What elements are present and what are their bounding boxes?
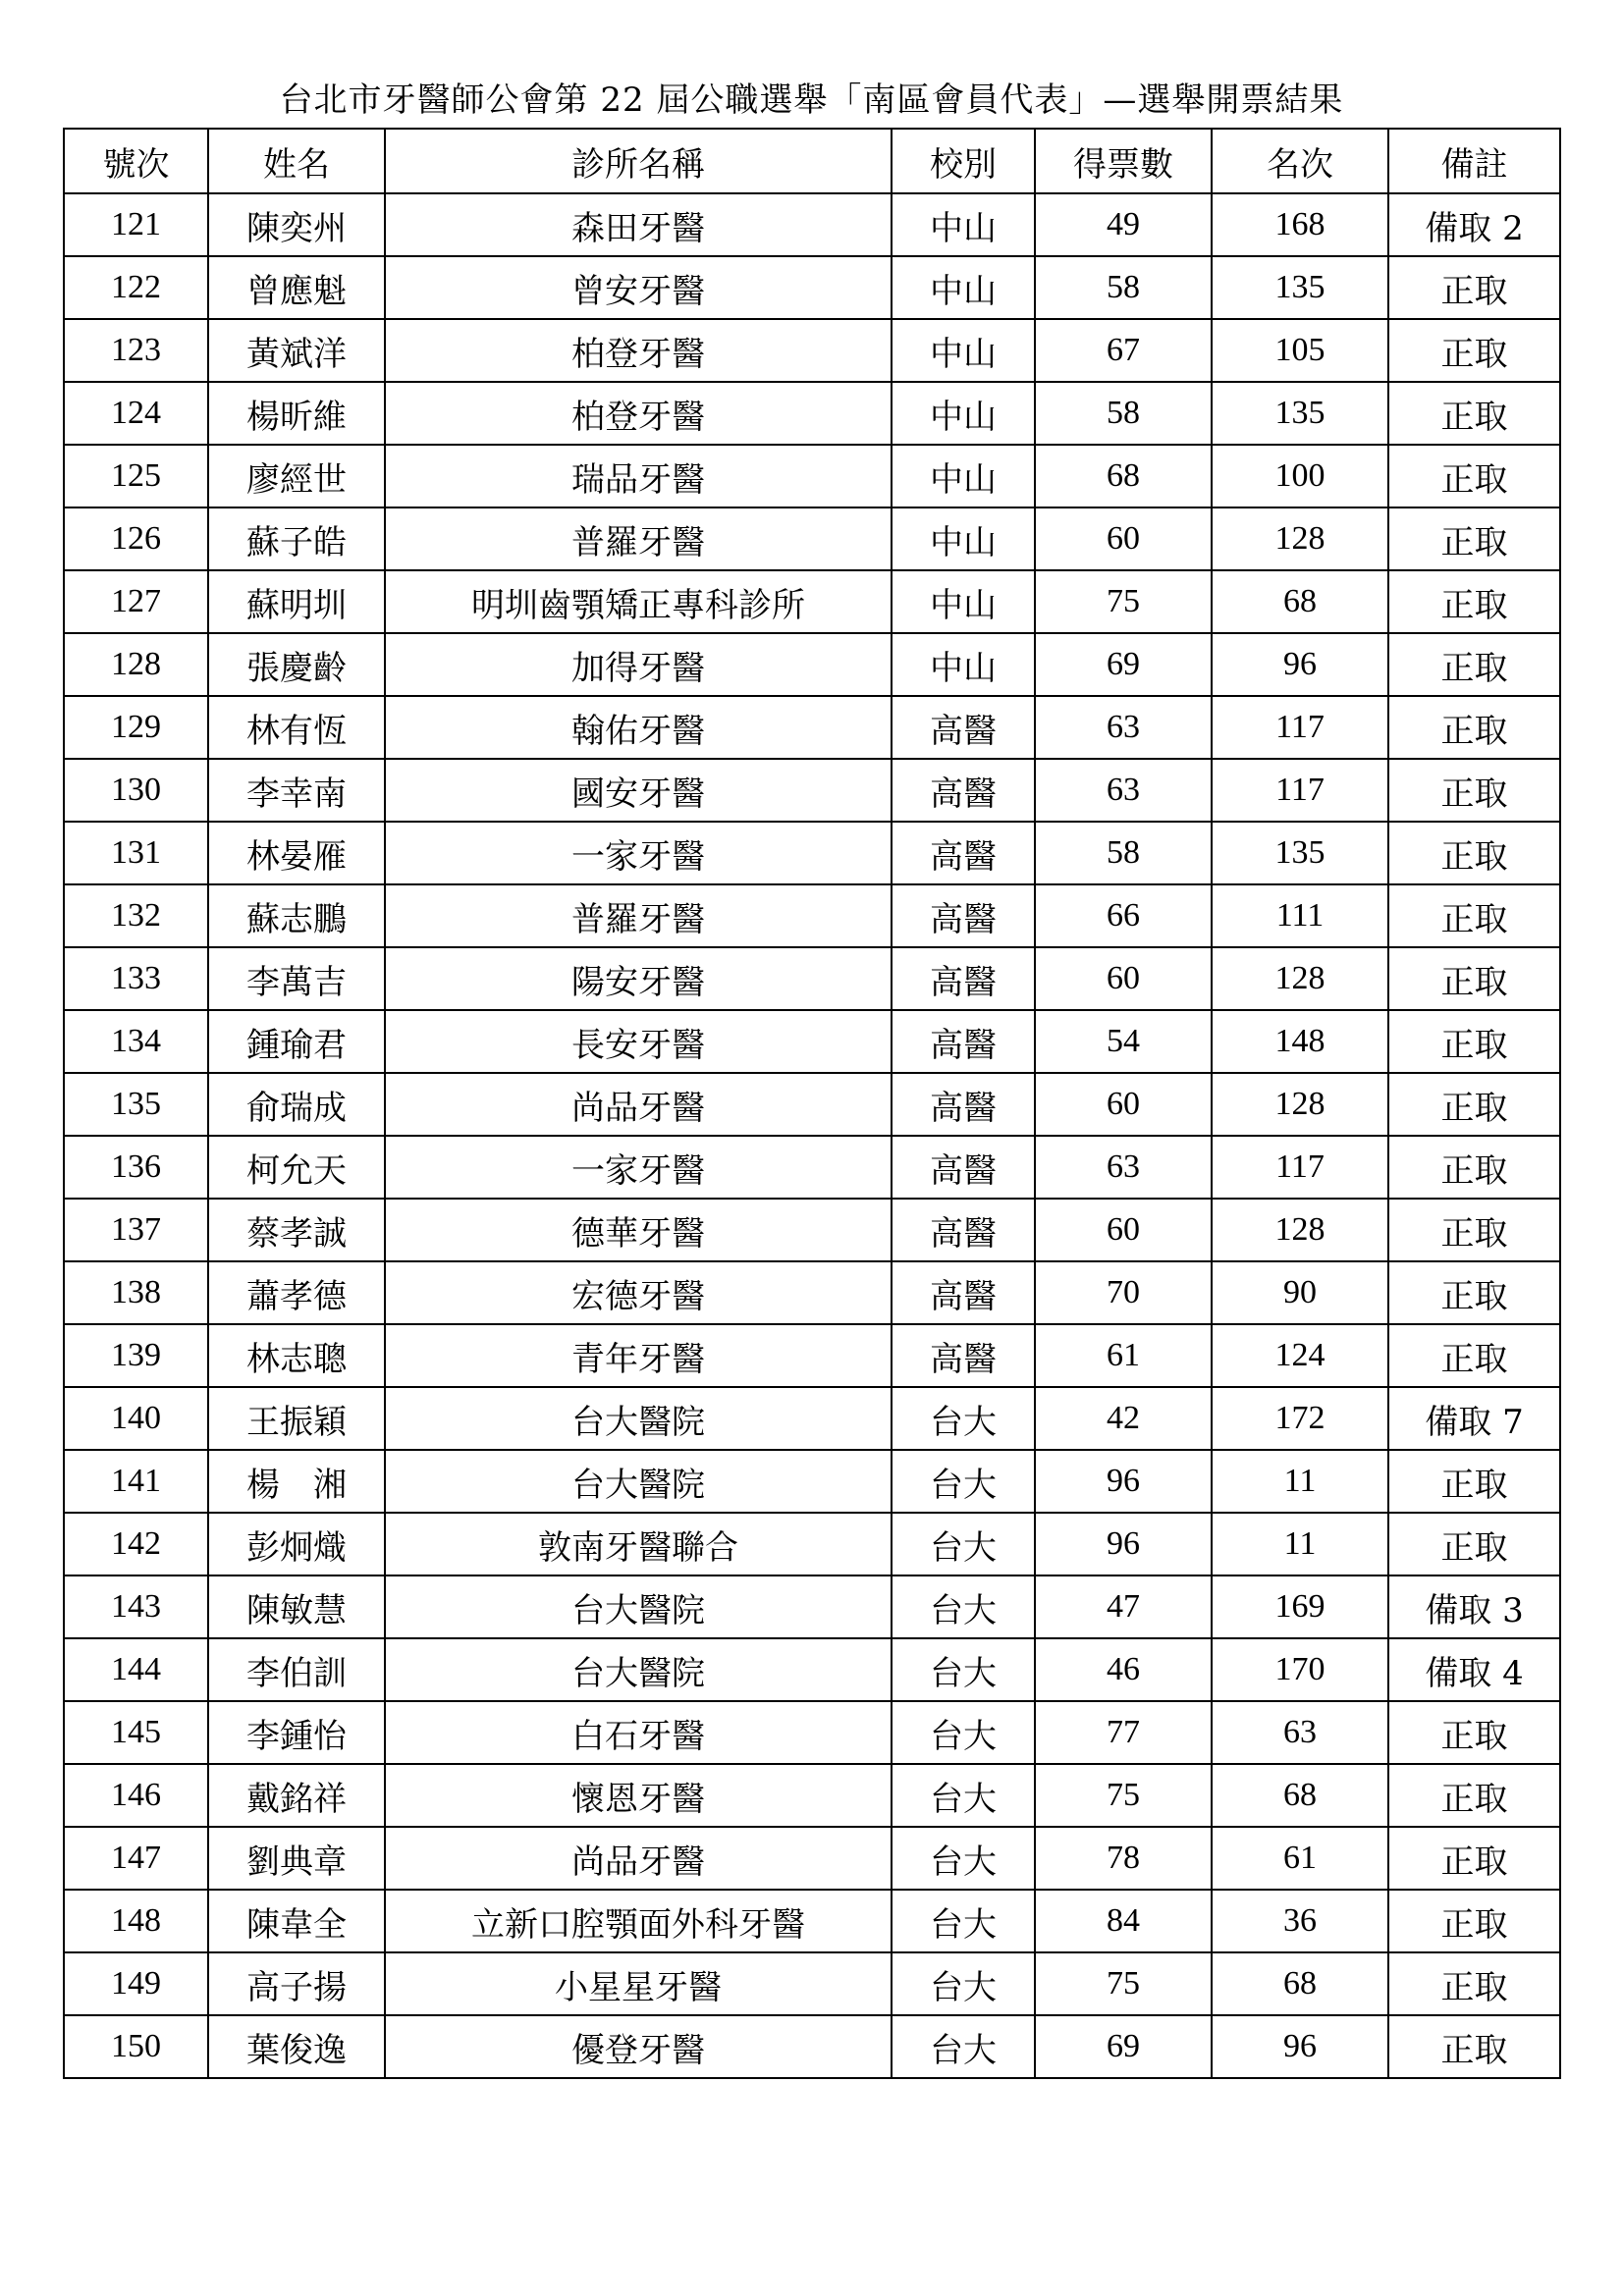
cell-note: 正取 bbox=[1388, 507, 1560, 570]
cell-name: 楊昕維 bbox=[208, 382, 385, 445]
cell-note: 備取 3 bbox=[1388, 1575, 1560, 1638]
cell-school: 中山 bbox=[892, 256, 1035, 319]
column-header-note: 備註 bbox=[1388, 129, 1560, 193]
cell-school: 高醫 bbox=[892, 947, 1035, 1010]
table-row bbox=[64, 822, 1560, 884]
table-row bbox=[64, 1701, 1560, 1764]
cell-clinic: 國安牙醫 bbox=[385, 759, 892, 822]
cell-name: 柯允天 bbox=[208, 1136, 385, 1199]
cell-number: 127 bbox=[64, 570, 208, 633]
cell-clinic: 台大醫院 bbox=[385, 1638, 892, 1701]
cell-note: 正取 bbox=[1388, 1199, 1560, 1261]
cell-clinic: 尚品牙醫 bbox=[385, 1073, 892, 1136]
cell-votes: 70 bbox=[1035, 1261, 1212, 1324]
cell-clinic: 長安牙醫 bbox=[385, 1010, 892, 1073]
cell-clinic: 懷恩牙醫 bbox=[385, 1764, 892, 1827]
table-row bbox=[64, 1952, 1560, 2015]
cell-votes: 69 bbox=[1035, 633, 1212, 696]
cell-rank: 111 bbox=[1212, 884, 1388, 947]
cell-note: 正取 bbox=[1388, 445, 1560, 507]
cell-votes: 58 bbox=[1035, 256, 1212, 319]
cell-rank: 105 bbox=[1212, 319, 1388, 382]
cell-note: 正取 bbox=[1388, 2015, 1560, 2078]
cell-votes: 58 bbox=[1035, 382, 1212, 445]
cell-school: 中山 bbox=[892, 193, 1035, 256]
cell-clinic: 柏登牙醫 bbox=[385, 382, 892, 445]
cell-number: 143 bbox=[64, 1575, 208, 1638]
cell-name: 王振穎 bbox=[208, 1387, 385, 1450]
cell-votes: 96 bbox=[1035, 1513, 1212, 1575]
cell-clinic: 優登牙醫 bbox=[385, 2015, 892, 2078]
cell-clinic: 普羅牙醫 bbox=[385, 507, 892, 570]
cell-note: 正取 bbox=[1388, 947, 1560, 1010]
cell-clinic: 台大醫院 bbox=[385, 1450, 892, 1513]
cell-clinic: 白石牙醫 bbox=[385, 1701, 892, 1764]
cell-school: 台大 bbox=[892, 1952, 1035, 2015]
cell-note: 正取 bbox=[1388, 1450, 1560, 1513]
cell-name: 蔡孝誠 bbox=[208, 1199, 385, 1261]
table-row bbox=[64, 884, 1560, 947]
cell-note: 備取 4 bbox=[1388, 1638, 1560, 1701]
cell-number: 126 bbox=[64, 507, 208, 570]
cell-number: 131 bbox=[64, 822, 208, 884]
cell-name: 鍾瑜君 bbox=[208, 1010, 385, 1073]
cell-number: 148 bbox=[64, 1890, 208, 1952]
cell-votes: 54 bbox=[1035, 1010, 1212, 1073]
cell-school: 台大 bbox=[892, 1764, 1035, 1827]
cell-note: 正取 bbox=[1388, 696, 1560, 759]
cell-rank: 169 bbox=[1212, 1575, 1388, 1638]
cell-rank: 135 bbox=[1212, 822, 1388, 884]
cell-rank: 90 bbox=[1212, 1261, 1388, 1324]
results-table bbox=[63, 128, 1561, 2079]
cell-rank: 117 bbox=[1212, 1136, 1388, 1199]
table-row bbox=[64, 319, 1560, 382]
cell-clinic: 青年牙醫 bbox=[385, 1324, 892, 1387]
cell-name: 李幸南 bbox=[208, 759, 385, 822]
cell-rank: 135 bbox=[1212, 256, 1388, 319]
cell-school: 中山 bbox=[892, 382, 1035, 445]
cell-school: 高醫 bbox=[892, 1136, 1035, 1199]
cell-votes: 75 bbox=[1035, 1764, 1212, 1827]
table-row bbox=[64, 1199, 1560, 1261]
cell-school: 台大 bbox=[892, 1701, 1035, 1764]
cell-number: 137 bbox=[64, 1199, 208, 1261]
cell-name: 蘇明圳 bbox=[208, 570, 385, 633]
cell-clinic: 陽安牙醫 bbox=[385, 947, 892, 1010]
cell-rank: 100 bbox=[1212, 445, 1388, 507]
cell-clinic: 台大醫院 bbox=[385, 1575, 892, 1638]
table-row bbox=[64, 570, 1560, 633]
cell-note: 正取 bbox=[1388, 256, 1560, 319]
cell-school: 高醫 bbox=[892, 1073, 1035, 1136]
table-row bbox=[64, 2015, 1560, 2078]
cell-clinic: 一家牙醫 bbox=[385, 1136, 892, 1199]
cell-votes: 60 bbox=[1035, 1199, 1212, 1261]
cell-school: 台大 bbox=[892, 1890, 1035, 1952]
cell-name: 劉典章 bbox=[208, 1827, 385, 1890]
cell-name: 黃斌洋 bbox=[208, 319, 385, 382]
table-row bbox=[64, 193, 1560, 256]
cell-school: 高醫 bbox=[892, 1261, 1035, 1324]
cell-rank: 128 bbox=[1212, 947, 1388, 1010]
cell-clinic: 立新口腔顎面外科牙醫 bbox=[385, 1890, 892, 1952]
cell-note: 正取 bbox=[1388, 1764, 1560, 1827]
cell-clinic: 宏德牙醫 bbox=[385, 1261, 892, 1324]
cell-number: 139 bbox=[64, 1324, 208, 1387]
cell-clinic: 柏登牙醫 bbox=[385, 319, 892, 382]
cell-note: 正取 bbox=[1388, 1513, 1560, 1575]
cell-rank: 128 bbox=[1212, 1073, 1388, 1136]
cell-school: 台大 bbox=[892, 1575, 1035, 1638]
cell-rank: 61 bbox=[1212, 1827, 1388, 1890]
cell-number: 141 bbox=[64, 1450, 208, 1513]
cell-number: 136 bbox=[64, 1136, 208, 1199]
cell-number: 128 bbox=[64, 633, 208, 696]
cell-clinic: 加得牙醫 bbox=[385, 633, 892, 696]
cell-name: 彭炯熾 bbox=[208, 1513, 385, 1575]
cell-votes: 77 bbox=[1035, 1701, 1212, 1764]
cell-school: 高醫 bbox=[892, 759, 1035, 822]
cell-votes: 66 bbox=[1035, 884, 1212, 947]
cell-number: 147 bbox=[64, 1827, 208, 1890]
column-header-rank: 名次 bbox=[1212, 129, 1388, 193]
table-row bbox=[64, 1890, 1560, 1952]
cell-number: 142 bbox=[64, 1513, 208, 1575]
cell-school: 高醫 bbox=[892, 822, 1035, 884]
cell-name: 李萬吉 bbox=[208, 947, 385, 1010]
cell-votes: 60 bbox=[1035, 507, 1212, 570]
cell-rank: 96 bbox=[1212, 633, 1388, 696]
cell-rank: 36 bbox=[1212, 1890, 1388, 1952]
cell-note: 正取 bbox=[1388, 822, 1560, 884]
table-row bbox=[64, 1638, 1560, 1701]
table-row bbox=[64, 1450, 1560, 1513]
cell-number: 132 bbox=[64, 884, 208, 947]
cell-number: 134 bbox=[64, 1010, 208, 1073]
cell-clinic: 台大醫院 bbox=[385, 1387, 892, 1450]
cell-number: 133 bbox=[64, 947, 208, 1010]
cell-votes: 60 bbox=[1035, 947, 1212, 1010]
cell-votes: 68 bbox=[1035, 445, 1212, 507]
cell-clinic: 瑞品牙醫 bbox=[385, 445, 892, 507]
table-row bbox=[64, 759, 1560, 822]
cell-rank: 172 bbox=[1212, 1387, 1388, 1450]
cell-rank: 11 bbox=[1212, 1450, 1388, 1513]
cell-rank: 124 bbox=[1212, 1324, 1388, 1387]
cell-name: 李鍾怡 bbox=[208, 1701, 385, 1764]
cell-name: 蘇子皓 bbox=[208, 507, 385, 570]
cell-school: 台大 bbox=[892, 1827, 1035, 1890]
cell-number: 146 bbox=[64, 1764, 208, 1827]
table-row bbox=[64, 1513, 1560, 1575]
cell-note: 正取 bbox=[1388, 1827, 1560, 1890]
cell-number: 149 bbox=[64, 1952, 208, 2015]
cell-clinic: 一家牙醫 bbox=[385, 822, 892, 884]
column-header-number: 號次 bbox=[64, 129, 208, 193]
cell-rank: 68 bbox=[1212, 1764, 1388, 1827]
cell-votes: 84 bbox=[1035, 1890, 1212, 1952]
cell-votes: 63 bbox=[1035, 759, 1212, 822]
cell-rank: 68 bbox=[1212, 570, 1388, 633]
cell-note: 正取 bbox=[1388, 1073, 1560, 1136]
cell-votes: 96 bbox=[1035, 1450, 1212, 1513]
cell-school: 中山 bbox=[892, 570, 1035, 633]
cell-name: 蕭孝德 bbox=[208, 1261, 385, 1324]
cell-name: 張慶齡 bbox=[208, 633, 385, 696]
cell-number: 138 bbox=[64, 1261, 208, 1324]
table-row bbox=[64, 1261, 1560, 1324]
cell-school: 台大 bbox=[892, 1450, 1035, 1513]
cell-number: 122 bbox=[64, 256, 208, 319]
cell-votes: 63 bbox=[1035, 696, 1212, 759]
cell-note: 正取 bbox=[1388, 1010, 1560, 1073]
cell-number: 135 bbox=[64, 1073, 208, 1136]
column-header-clinic: 診所名稱 bbox=[385, 129, 892, 193]
cell-note: 正取 bbox=[1388, 1136, 1560, 1199]
cell-votes: 60 bbox=[1035, 1073, 1212, 1136]
cell-votes: 42 bbox=[1035, 1387, 1212, 1450]
table-row bbox=[64, 256, 1560, 319]
cell-clinic: 敦南牙醫聯合 bbox=[385, 1513, 892, 1575]
cell-school: 中山 bbox=[892, 507, 1035, 570]
cell-clinic: 明圳齒顎矯正專科診所 bbox=[385, 570, 892, 633]
cell-note: 正取 bbox=[1388, 1324, 1560, 1387]
cell-rank: 11 bbox=[1212, 1513, 1388, 1575]
cell-note: 正取 bbox=[1388, 1701, 1560, 1764]
cell-votes: 75 bbox=[1035, 570, 1212, 633]
cell-rank: 96 bbox=[1212, 2015, 1388, 2078]
document-title: 台北市牙醫師公會第 22 屆公職選舉「南區會員代表」—選舉開票結果 bbox=[279, 80, 1344, 120]
cell-name: 楊 湘 bbox=[208, 1450, 385, 1513]
cell-note: 正取 bbox=[1388, 570, 1560, 633]
column-header-name: 姓名 bbox=[208, 129, 385, 193]
cell-clinic: 翰佑牙醫 bbox=[385, 696, 892, 759]
cell-rank: 135 bbox=[1212, 382, 1388, 445]
cell-school: 中山 bbox=[892, 319, 1035, 382]
cell-school: 中山 bbox=[892, 633, 1035, 696]
cell-school: 台大 bbox=[892, 2015, 1035, 2078]
cell-number: 123 bbox=[64, 319, 208, 382]
cell-name: 陳奕州 bbox=[208, 193, 385, 256]
cell-votes: 69 bbox=[1035, 2015, 1212, 2078]
cell-name: 林有恆 bbox=[208, 696, 385, 759]
cell-clinic: 德華牙醫 bbox=[385, 1199, 892, 1261]
cell-school: 高醫 bbox=[892, 1324, 1035, 1387]
cell-number: 124 bbox=[64, 382, 208, 445]
table-row bbox=[64, 445, 1560, 507]
column-header-votes: 得票數 bbox=[1035, 129, 1212, 193]
cell-name: 廖經世 bbox=[208, 445, 385, 507]
cell-clinic: 曾安牙醫 bbox=[385, 256, 892, 319]
cell-clinic: 普羅牙醫 bbox=[385, 884, 892, 947]
table-row bbox=[64, 1387, 1560, 1450]
cell-name: 蘇志鵬 bbox=[208, 884, 385, 947]
cell-rank: 117 bbox=[1212, 759, 1388, 822]
cell-note: 正取 bbox=[1388, 759, 1560, 822]
cell-votes: 58 bbox=[1035, 822, 1212, 884]
cell-votes: 61 bbox=[1035, 1324, 1212, 1387]
table-row bbox=[64, 1324, 1560, 1387]
cell-note: 正取 bbox=[1388, 382, 1560, 445]
cell-school: 高醫 bbox=[892, 884, 1035, 947]
cell-clinic: 尚品牙醫 bbox=[385, 1827, 892, 1890]
cell-number: 150 bbox=[64, 2015, 208, 2078]
cell-number: 129 bbox=[64, 696, 208, 759]
cell-rank: 63 bbox=[1212, 1701, 1388, 1764]
table-row bbox=[64, 633, 1560, 696]
cell-number: 130 bbox=[64, 759, 208, 822]
cell-votes: 46 bbox=[1035, 1638, 1212, 1701]
cell-votes: 75 bbox=[1035, 1952, 1212, 2015]
cell-clinic: 森田牙醫 bbox=[385, 193, 892, 256]
table-row bbox=[64, 507, 1560, 570]
cell-votes: 49 bbox=[1035, 193, 1212, 256]
cell-note: 正取 bbox=[1388, 319, 1560, 382]
cell-votes: 47 bbox=[1035, 1575, 1212, 1638]
cell-name: 戴銘祥 bbox=[208, 1764, 385, 1827]
table-row bbox=[64, 1073, 1560, 1136]
cell-school: 高醫 bbox=[892, 1199, 1035, 1261]
cell-name: 陳韋全 bbox=[208, 1890, 385, 1952]
cell-rank: 168 bbox=[1212, 193, 1388, 256]
table-row bbox=[64, 696, 1560, 759]
cell-rank: 148 bbox=[1212, 1010, 1388, 1073]
table-row bbox=[64, 382, 1560, 445]
cell-rank: 128 bbox=[1212, 1199, 1388, 1261]
cell-name: 曾應魁 bbox=[208, 256, 385, 319]
cell-name: 陳敏慧 bbox=[208, 1575, 385, 1638]
cell-school: 中山 bbox=[892, 445, 1035, 507]
cell-note: 正取 bbox=[1388, 1261, 1560, 1324]
cell-name: 高子揚 bbox=[208, 1952, 385, 2015]
cell-note: 備取 7 bbox=[1388, 1387, 1560, 1450]
cell-name: 李伯訓 bbox=[208, 1638, 385, 1701]
cell-note: 正取 bbox=[1388, 1952, 1560, 2015]
cell-note: 備取 2 bbox=[1388, 193, 1560, 256]
table-row bbox=[64, 1136, 1560, 1199]
cell-school: 高醫 bbox=[892, 696, 1035, 759]
cell-name: 林志聰 bbox=[208, 1324, 385, 1387]
cell-school: 台大 bbox=[892, 1387, 1035, 1450]
cell-votes: 78 bbox=[1035, 1827, 1212, 1890]
cell-votes: 63 bbox=[1035, 1136, 1212, 1199]
cell-rank: 117 bbox=[1212, 696, 1388, 759]
cell-clinic: 小星星牙醫 bbox=[385, 1952, 892, 2015]
cell-school: 台大 bbox=[892, 1513, 1035, 1575]
cell-number: 121 bbox=[64, 193, 208, 256]
table-row bbox=[64, 1575, 1560, 1638]
results-body bbox=[64, 193, 1560, 2078]
cell-number: 125 bbox=[64, 445, 208, 507]
cell-votes: 67 bbox=[1035, 319, 1212, 382]
table-header-row bbox=[64, 129, 1560, 193]
cell-number: 140 bbox=[64, 1387, 208, 1450]
cell-number: 144 bbox=[64, 1638, 208, 1701]
cell-note: 正取 bbox=[1388, 884, 1560, 947]
cell-name: 葉俊逸 bbox=[208, 2015, 385, 2078]
table-row bbox=[64, 1827, 1560, 1890]
cell-name: 林晏雁 bbox=[208, 822, 385, 884]
table-row bbox=[64, 947, 1560, 1010]
cell-note: 正取 bbox=[1388, 1890, 1560, 1952]
cell-rank: 170 bbox=[1212, 1638, 1388, 1701]
cell-number: 145 bbox=[64, 1701, 208, 1764]
cell-school: 高醫 bbox=[892, 1010, 1035, 1073]
cell-school: 台大 bbox=[892, 1638, 1035, 1701]
table-row bbox=[64, 1764, 1560, 1827]
cell-note: 正取 bbox=[1388, 633, 1560, 696]
table-row bbox=[64, 1010, 1560, 1073]
cell-name: 俞瑞成 bbox=[208, 1073, 385, 1136]
column-header-school: 校別 bbox=[892, 129, 1035, 193]
cell-rank: 68 bbox=[1212, 1952, 1388, 2015]
cell-rank: 128 bbox=[1212, 507, 1388, 570]
